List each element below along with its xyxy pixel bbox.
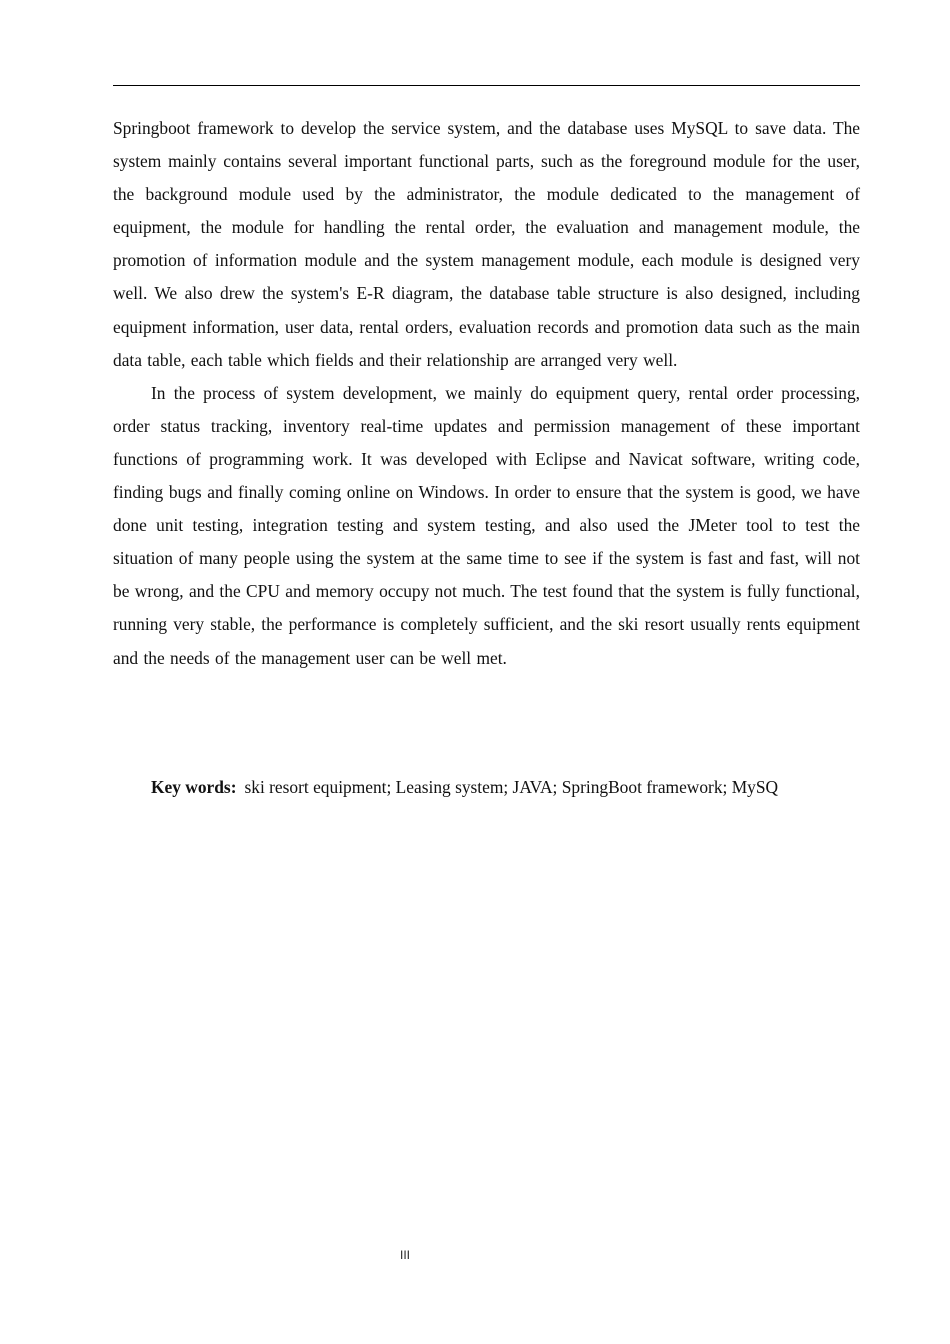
abstract-body [113,112,860,675]
abstract-paragraph-1: Springboot framework to develop the service system, and the database uses MySQL to save data. The system mainly contains several important functional parts, such as the foreground module for the user, the background module used by the administrator, the module dedicated to the management of equipment, the module for handling the rental order, the evaluation and management module, the promotion of information module and the system management module, each module is designed very well. We also drew the system's E-R diagram, the database table structure is also designed, including equipment information, user data, rental orders, evaluation records and promotion data such as the main data table, each table which fields and their relationship are arranged very well. [113,118,860,370]
abstract-paragraph-2: In the process of system development, we mainly do equipment query, rental order processing, order status tracking, inventory real-time updates and permission management of these important functions of programming work. It was developed with Eclipse and Navicat software, writing code, finding bugs and finally coming online on Windows. In order to ensure that the system is good, we have done unit testing, integration testing and system testing, and also used the JMeter tool to test the situation of many people using the system at the same time to see if the system is fast and fast, will not be wrong, and the CPU and memory occupy not much. The test found that the system is fully functional, running very stable, the performance is completely sufficient, and the ski resort usually rents equipment and the needs of the management user can be well met. [113,382,860,668]
keywords-label: Key words: [151,777,237,797]
keywords-line [151,772,871,802]
header-rule [113,85,860,86]
keywords-text: ski resort equipment; Leasing system; JAVA; SpringBoot framework; MySQ [244,777,779,797]
page-number: III [399,1248,410,1262]
